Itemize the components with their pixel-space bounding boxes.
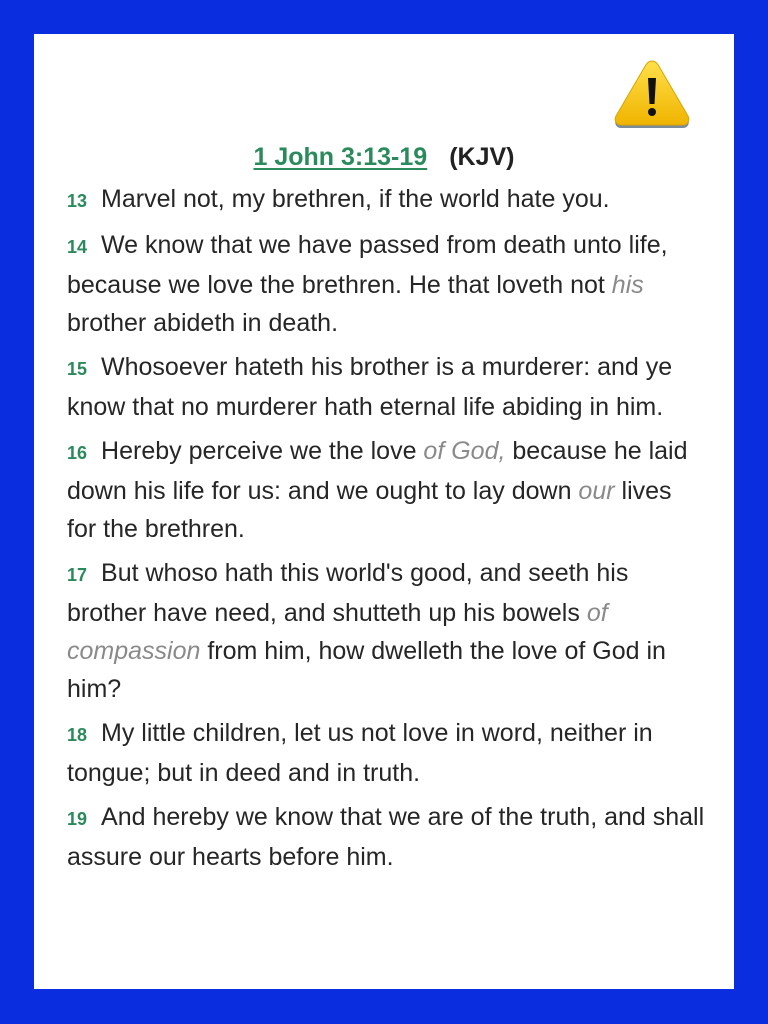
- verse-19: [67, 798, 707, 876]
- passage-card: [34, 34, 734, 989]
- verse-italic-text: his: [611, 271, 644, 299]
- verse-text: Whosoever hateth his brother is a murderer: and ye know that no murderer hath eternal life abiding in him.: [67, 353, 673, 421]
- verse-text: My little children, let us not love in word, neither in tongue; but in deed and in truth.: [67, 719, 653, 787]
- verse-text: brother abideth in death.: [67, 309, 339, 337]
- bible-version-label: (KJV): [449, 143, 515, 171]
- verse-number: 18: [67, 725, 88, 745]
- warning-icon[interactable]: [612, 56, 692, 132]
- verse-number: 13: [67, 191, 88, 211]
- verse-text: But whoso hath this world's good, and seeth his brother have need, and shutteth up his bowels: [67, 559, 629, 627]
- verse-13: [67, 180, 707, 220]
- verse-number: 19: [67, 809, 88, 829]
- verse-number: 15: [67, 359, 88, 379]
- verse-text: Marvel not, my brethren, if the world hate you.: [101, 185, 610, 213]
- verse-text: because he laid down his life for us: and we ought to lay down: [67, 437, 688, 505]
- verse-text: And hereby we know that we are of the truth, and shall assure our hearts before him.: [67, 803, 705, 871]
- verse-17: [67, 554, 707, 708]
- verse-italic-text: of compassion: [67, 599, 608, 665]
- verse-14: [67, 226, 707, 342]
- verse-15: [67, 348, 707, 426]
- verse-text: We know that we have passed from death unto life, because we love the brethren. He that loveth not: [67, 231, 668, 299]
- verse-number: 16: [67, 443, 88, 463]
- verse-text: from him, how dwelleth the love of God in him?: [67, 637, 666, 703]
- verse-text: lives for the brethren.: [67, 477, 672, 543]
- verse-text: Hereby perceive we the love: [101, 437, 424, 465]
- verse-italic-text: of God,: [423, 437, 506, 465]
- verse-italic-text: our: [578, 477, 615, 505]
- verse-18: [67, 714, 707, 792]
- verse-number: 14: [67, 237, 88, 257]
- passage-reference-link[interactable]: 1 John 3:13-19: [253, 143, 428, 171]
- verse-16: [67, 432, 707, 548]
- passage-header: [34, 140, 734, 174]
- verse-list: [67, 180, 707, 882]
- verse-number: 17: [67, 565, 88, 585]
